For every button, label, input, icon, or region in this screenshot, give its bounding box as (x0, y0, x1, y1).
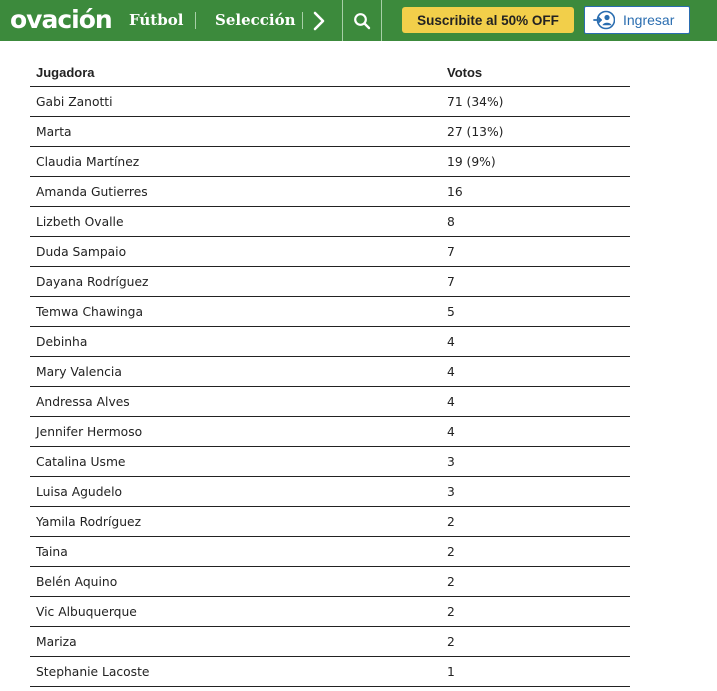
table-row (30, 387, 630, 417)
table-row (30, 447, 630, 477)
table-row (30, 597, 630, 627)
vote-count: 7 (447, 275, 455, 289)
vote-count: 4 (447, 365, 455, 379)
player-name: Jennifer Hermoso (36, 425, 143, 439)
player-name: Vic Albuquerque (36, 605, 137, 619)
player-name: Belén Aquino (36, 575, 118, 589)
login-button[interactable] (584, 6, 690, 34)
top-navigation-bar (0, 0, 717, 41)
table-row (30, 117, 630, 147)
vote-count: 2 (447, 635, 455, 649)
vote-count: 5 (447, 305, 455, 319)
table-body (30, 87, 630, 687)
player-name: Luisa Agudelo (36, 485, 123, 499)
vote-count: 3 (447, 485, 455, 499)
player-name: Gabi Zanotti (36, 95, 113, 109)
table-row (30, 477, 630, 507)
table-row (30, 567, 630, 597)
player-name: Lizbeth Ovalle (36, 215, 124, 229)
nav-item-futbol[interactable]: Fútbol (129, 11, 184, 29)
site-logo[interactable]: ovación (10, 5, 112, 34)
table-row (30, 627, 630, 657)
table-row (30, 507, 630, 537)
vote-count: 1 (447, 665, 455, 679)
nav-divider (302, 12, 303, 29)
player-name: Mariza (36, 635, 77, 649)
player-name: Temwa Chawinga (36, 305, 143, 319)
chevron-right-icon (308, 10, 330, 32)
table-row (30, 537, 630, 567)
vote-count: 2 (447, 545, 455, 559)
table-row (30, 207, 630, 237)
player-name: Dayana Rodríguez (36, 275, 149, 289)
table-row (30, 357, 630, 387)
table-header-row (30, 56, 630, 87)
table-row (30, 327, 630, 357)
vote-count: 4 (447, 395, 455, 409)
table-row (30, 87, 630, 117)
search-button[interactable] (344, 0, 380, 41)
player-name: Duda Sampaio (36, 245, 127, 259)
vote-count: 3 (447, 455, 455, 469)
subscribe-button[interactable]: Suscribite al 50% OFF (402, 7, 574, 33)
player-name: Mary Valencia (36, 365, 122, 379)
player-name: Catalina Usme (36, 455, 126, 469)
player-name: Stephanie Lacoste (36, 665, 150, 679)
nav-item-seleccion[interactable]: Selección (215, 11, 296, 29)
player-name: Claudia Martínez (36, 155, 140, 169)
player-name: Marta (36, 125, 72, 139)
votes-table (30, 56, 630, 687)
player-name: Yamila Rodríguez (36, 515, 142, 529)
vote-count: 71 (34%) (447, 95, 504, 109)
player-name: Andressa Alves (36, 395, 130, 409)
vote-count: 7 (447, 245, 455, 259)
login-label: Ingresar (623, 12, 675, 28)
table-row (30, 417, 630, 447)
header-divider (342, 0, 343, 41)
table-row (30, 297, 630, 327)
player-name: Amanda Gutierres (36, 185, 148, 199)
vote-count: 2 (447, 575, 455, 589)
nav-divider (195, 12, 196, 29)
table-row (30, 147, 630, 177)
player-name: Taina (36, 545, 68, 559)
vote-count: 2 (447, 605, 455, 619)
nav-more-button[interactable] (308, 10, 330, 32)
table-row (30, 177, 630, 207)
search-icon (353, 12, 371, 30)
table-row (30, 657, 630, 687)
vote-count: 8 (447, 215, 455, 229)
table-row (30, 237, 630, 267)
vote-count: 4 (447, 335, 455, 349)
column-header-player: Jugadora (36, 65, 95, 80)
vote-count: 19 (9%) (447, 155, 496, 169)
vote-count: 16 (447, 185, 463, 199)
vote-count: 2 (447, 515, 455, 529)
table-row (30, 267, 630, 297)
player-name: Debinha (36, 335, 88, 349)
column-header-votes: Votos (447, 65, 483, 80)
vote-count: 4 (447, 425, 455, 439)
header-divider (381, 0, 382, 41)
user-login-icon (593, 10, 615, 30)
vote-count: 27 (13%) (447, 125, 504, 139)
